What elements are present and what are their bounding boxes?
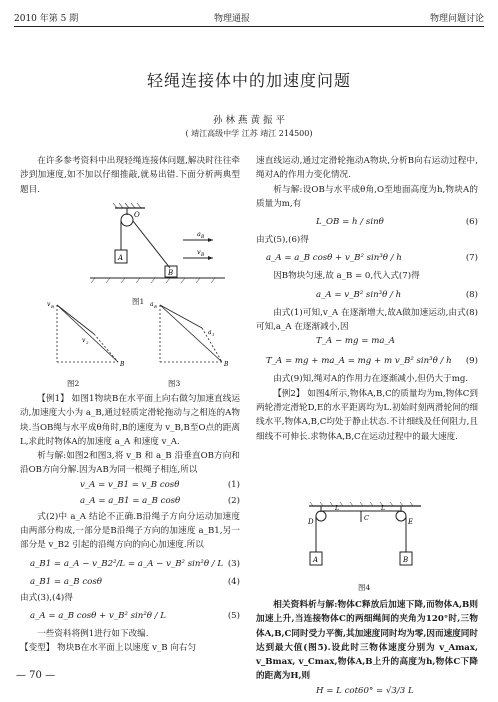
- svg-text:2: 2: [86, 340, 89, 345]
- right-column-bottom: [256, 598, 478, 702]
- equation-2: a_A = a_B1 = a_B cosθ (2): [80, 495, 240, 506]
- equation-9: T_A = mg + ma_A = mg + m v_B² sin³θ / h (9): [266, 356, 478, 367]
- issue-label: 2010 年第 5 期: [14, 14, 79, 24]
- svg-text:a: a: [150, 301, 154, 308]
- svg-text:B: B: [201, 253, 205, 258]
- figure-4: [305, 500, 425, 578]
- journal-name: 物理通报: [214, 14, 251, 24]
- variant-continued: 速直线运动,通过定滑轮拖动A物块,分析B向右运动过程中,绳对A的作用力变化情况.: [256, 156, 478, 181]
- paragraph-correction: 式(2)中 a_A 结论不正确.B沿绳子方向分运动加速度由两部分构成,一部分是B沿绳子方向的加速度 a_B1,另一部分是 v_B2 引起的沿绳方向的向心加速度.所以: [20, 511, 240, 551]
- derivation-note: 由式(3),(4)得: [20, 592, 73, 603]
- right-column-top: [256, 154, 478, 444]
- svg-text:v: v: [47, 301, 51, 308]
- analysis-variant: 析与解:设OB与水平成θ角,O至地面高度为h,物块A的质量为m,有: [256, 184, 478, 209]
- svg-text:B: B: [403, 556, 409, 564]
- figure-3-caption: 图3: [168, 379, 181, 388]
- svg-text:v: v: [197, 248, 201, 256]
- left-column-intro: [20, 154, 240, 197]
- svg-text:L: L: [381, 505, 385, 512]
- analysis-2: [256, 598, 478, 684]
- equation-tension: T_A − mg = ma_A: [316, 336, 395, 347]
- svg-text:B: B: [224, 361, 229, 368]
- figure-2-caption: 图2: [67, 379, 80, 388]
- svg-text:C: C: [364, 514, 369, 522]
- paragraph-conclusion: 由式(1)可知,v_A 在逐渐增大,故A做加速运动,由式(8)可知,a_A 在逐渐减小,因: [256, 307, 478, 333]
- authors: 孙 林 燕 黄 振 平: [212, 115, 286, 126]
- paragraph-result: 由式(9)知,绳对A的作用力在逐渐减小,但仍大于mg.: [273, 374, 469, 385]
- section-name: 物理问题讨论: [429, 14, 484, 24]
- page-number: — 70 —: [16, 670, 56, 681]
- equation-5: a_A = a_B cosθ + v_B² sin²θ / L (5): [30, 610, 240, 621]
- figure-1: [55, 200, 235, 295]
- svg-text:L: L: [335, 505, 339, 512]
- running-header: [14, 8, 484, 27]
- svg-text:a: a: [197, 230, 201, 238]
- equation-7: a_A = a_B cosθ + v_B² sin³θ / h (7): [266, 253, 478, 264]
- equation-4: a_B1 = a_B cosθ (4): [30, 576, 240, 587]
- svg-text:B: B: [168, 269, 174, 277]
- svg-text:B: B: [51, 304, 54, 309]
- variant-intro: 【变型】 物块B在水平面上以速度 v_B 向右匀: [20, 643, 197, 654]
- equation-H: H = L cot60° = √3/3 L: [316, 685, 414, 696]
- equation-3: a_B1 = a_A − v_B2²/L = a_A − v_B² sin²θ / L (3): [30, 558, 240, 569]
- uniform-note: 因B物块匀速,故 a_B = 0,代入式(7)得: [273, 271, 420, 282]
- affiliation: ( 靖江高级中学 江苏 靖江 214500): [185, 129, 313, 138]
- svg-text:O: O: [134, 211, 140, 219]
- svg-text:A: A: [313, 556, 319, 564]
- article-title: 轻绳连接体中的加速度问题: [146, 71, 351, 90]
- svg-text:a: a: [208, 329, 212, 336]
- figure-4-caption: 图4: [358, 583, 371, 592]
- svg-text:B: B: [120, 361, 125, 368]
- svg-text:A: A: [118, 254, 124, 262]
- left-column-body: [20, 392, 240, 656]
- equation-1: v_A = v_B1 = v_B cosθ (1): [80, 479, 240, 490]
- svg-text:B: B: [201, 235, 205, 240]
- equation-8: a_A = v_B² sin³θ / h (8): [316, 289, 478, 300]
- derivation-56: 由式(5),(6)得: [256, 235, 309, 246]
- figures-2-and-3: [22, 300, 237, 375]
- svg-text:v: v: [82, 337, 86, 344]
- equation-6: L_OB = h / sinθ (6): [316, 217, 478, 228]
- analysis-2-text: 相关资料析与解:物体C释放后加速下降,而物体A,B则加速上升,当连接物体C的两细绳间的夹角为120°时,三物体A,B,C同时受力平衡,其加速度同时均为零,因而速度同时达到最大值(图5).设此时三物体速度分别为 v_Amax, v_Bmax, v_Cmax,物体A,B上升的高度为h,物体C下降的距离为H,则: [256, 600, 478, 682]
- svg-text:B: B: [154, 304, 157, 309]
- svg-text:1: 1: [212, 332, 215, 337]
- example-2: 【例2】 如图4所示,物体A,B,C的质量均为m,物体C到两轮滑定滑轮D,E的水平距离均为L.初始时刻两滑轮间的细线水平,物体A,B,C均处于静止状态.不计细线及任何阻力,且细线不可伸长.求物体A,B,C在运动过程中的最大速度.: [256, 388, 478, 442]
- example-1: 【例1】 如图1物块B在水平面上向右做匀加速直线运动,加速度大小为 a_B,通过轻质定滑轮拖动与之相连的A物块.当OB绳与水平成θ角时,B的速度为 v_B,B至O点的距离L,求此时物体A的加速度 a_A 和速度 v_A.: [20, 394, 240, 447]
- adaptation-note: 一些资料将例1进行如下改编.: [37, 628, 149, 639]
- intro-paragraph: 在许多参考资料中出现轻绳连接体问题,解决时往往牵涉到加速度,如不加以仔细推敲,就易出错.下面分析两典型题目.: [20, 156, 240, 195]
- svg-text:E: E: [408, 518, 414, 526]
- figure-1-caption: 图1: [132, 297, 145, 306]
- analysis-1: 析与解:如图2和图3,将 v_B 和 a_B 沿垂直OB方向和沿OB方向分解.因为AB为同一根绳子相连,所以: [20, 451, 240, 476]
- svg-text:D: D: [308, 518, 314, 526]
